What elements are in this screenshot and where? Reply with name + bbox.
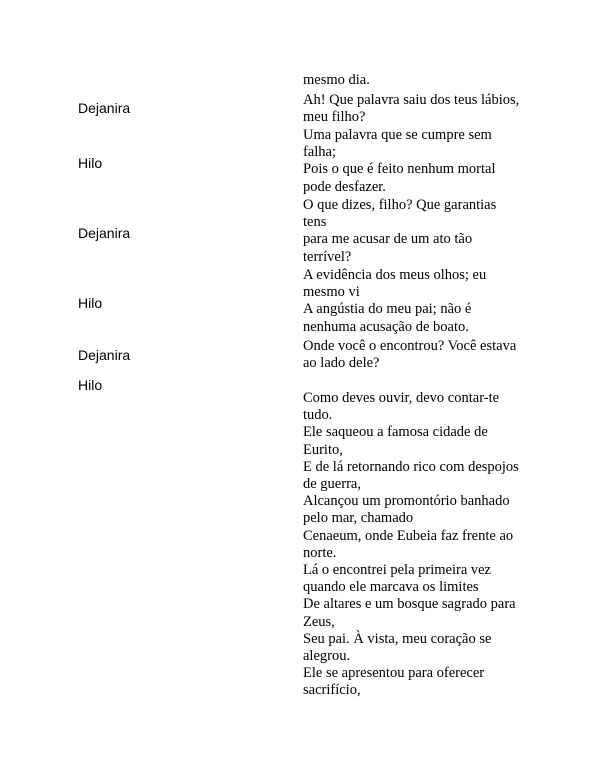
verse-line: A evidência dos meus olhos; eu [303,267,487,283]
verse-line: Como deves ouvir, devo contar-te [303,390,500,406]
verse-line: ao lado dele? [303,355,380,372]
speaker-label: Hilo [78,295,103,311]
verse-line: O que dizes, filho? Que garantias [303,197,497,213]
verse-line: de guerra, [303,476,361,493]
verse-line: meu filho? [303,109,366,126]
verse-line: De altares e um bosque sagrado para [303,596,516,613]
verse-line: para me acusar de um ato tão [303,231,473,248]
speaker-label: Dejanira [78,225,131,241]
verse-line: Cenaeum, onde Eubeia faz frente ao [303,527,514,544]
verse-line: A angústia do meu pai; não é [303,301,472,318]
verse-line: nenhuma acusação de boato. [303,318,469,335]
verse-line: Zeus, [303,613,335,630]
verse-line: sacrifício, [303,682,361,699]
verse-line: pelo mar, chamado [303,510,414,527]
verse-line: tens [303,214,327,231]
verse-line: terrível? [303,248,352,265]
verse-block [303,267,538,336]
verse-line: Seu pai. À vista, meu coração se [303,630,492,647]
verse-block [303,390,538,700]
speaker-label: Dejanira [78,347,131,363]
speaker-label: Hilo [78,377,103,393]
verse-block [303,197,538,266]
verse-block [303,92,538,126]
verse-line: mesmo vi [303,284,360,301]
verse-block [303,338,538,372]
verse-line: E de lá retornando rico com despojos [303,458,519,475]
verse-line: Uma palavra que se cumpre sem [303,127,492,143]
verse-line: mesmo dia. [303,72,370,88]
verse-line: Ele saqueou a famosa cidade de [303,424,488,441]
verse-line: Onde você o encontrou? Você estava [303,338,517,354]
verse-line: Alcançou um promontório banhado [303,493,510,510]
verse-line: tudo. [303,407,333,424]
verse-line: Lá o encontrei pela primeira vez [303,562,491,579]
verse-line: falha; [303,144,337,161]
verse-line: Pois o que é feito nenhum mortal [303,161,496,178]
verse-line: alegrou. [303,648,351,665]
verse-line: quando ele marcava os limites [303,579,479,596]
verse-line: pode desfazer. [303,178,386,195]
verse-line: Ele se apresentou para oferecer [303,665,485,682]
speaker-label: Dejanira [78,100,131,116]
verse-line: Eurito, [303,441,343,458]
verse-block [303,72,538,89]
verse-line: Ah! Que palavra saiu dos teus lábios, [303,92,520,108]
verse-line: norte. [303,544,337,561]
verse-block [303,127,538,196]
speaker-label: Hilo [78,155,103,171]
